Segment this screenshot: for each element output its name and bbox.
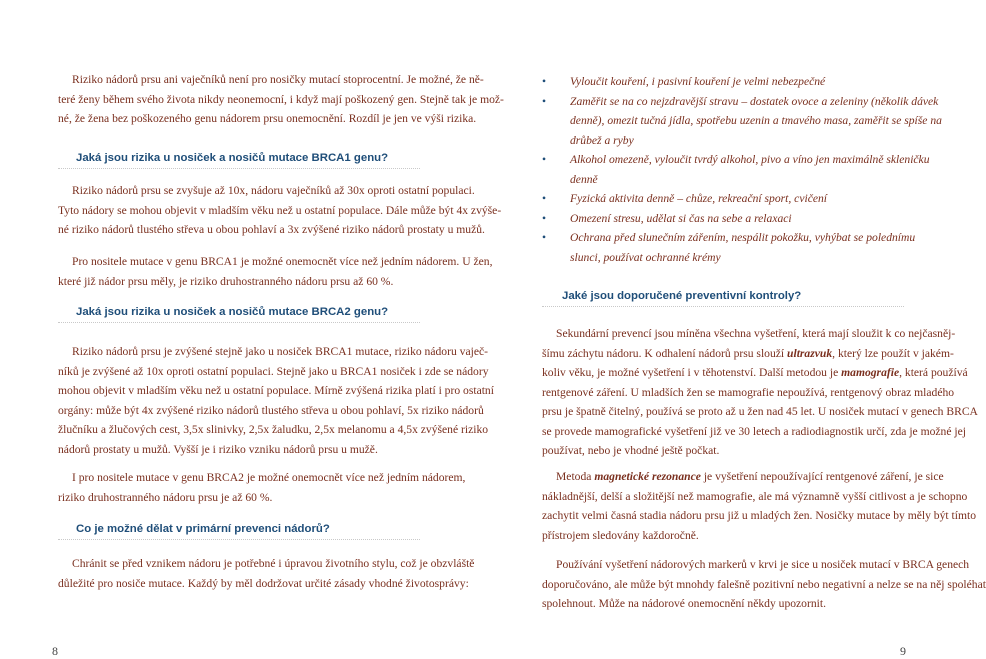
text-line: Ochrana před slunečním zářením, nespálit pokožku, vyhýbat se polednímu (570, 231, 916, 244)
lifestyle-list (542, 72, 942, 267)
text-line: né riziko nádorů tlustého střeva u obou pohlaví a 3x zvýšené riziko nádorů prostaty u mužů. (58, 223, 485, 236)
heading-brca1: Jaká jsou rizika u nosiček a nosičů mutace BRCA1 genu? (76, 152, 389, 164)
bullet-icon: • (542, 75, 547, 88)
text-run: je vyšetření nepoužívající rentgenové záření, je sice (700, 470, 944, 483)
divider (58, 168, 420, 169)
text-line: Riziko nádorů prsu ani vaječníků není pro nosičky mutací stoprocentní. Je možné, že ně- (72, 73, 484, 86)
list-item (542, 209, 922, 229)
text-line: doporučováno, ale může být mnohdy falešně pozitivní nebo negativní a nelze se na něj spoléhat (542, 577, 986, 591)
intro-paragraph (58, 70, 504, 129)
list-item (542, 228, 922, 267)
list-item (542, 92, 942, 151)
brca2-paragraph (58, 342, 494, 459)
text-line: nádorů prostaty u mužů. Vyšší je i riziko vzniku nádorů prsu u mužě. (58, 442, 378, 456)
text-line: Vyloučit kouření, i pasivní kouření je velmi nebezpečné (570, 75, 826, 88)
text-line: Alkohol omezeně, vyloučit tvrdý alkohol, pivo a víno jen maximálně skleničku (570, 153, 930, 166)
text-run: , který lze použít v jakém- (832, 346, 954, 360)
brca2-male-paragraph (58, 468, 466, 507)
text-line: riziko druhostranného nádoru prsu je až 60 %. (58, 490, 273, 504)
screening-paragraph-2 (542, 467, 977, 545)
list-item (542, 72, 922, 92)
divider (542, 306, 904, 307)
text-run: Metoda (556, 470, 595, 483)
text-run: šímu záchytu nádoru. K odhalení nádorů prsu slouží (542, 346, 788, 360)
text-line: níků je zvýšené až 10x oproti ostatní populaci. Stejně jako u BRCA1 nosiček i zde se nádory (58, 364, 489, 378)
text-line: přístrojem sledovány každoročně. (542, 528, 699, 542)
text-line: drůbež a ryby (570, 133, 634, 147)
text-line: které již nádor prsu měly, je riziko druhostranného nádoru prsu až 60 %. (58, 274, 394, 288)
screening-paragraph-1 (542, 324, 978, 461)
text-line: spolehnout. Může na nádorové onemocnění někdy upozornit. (542, 597, 826, 610)
bullet-icon: • (542, 94, 547, 108)
text-line: Riziko nádorů prsu je zvýšené stejně jako u nosiček BRCA1 mutace, riziko nádoru vaječ- (72, 345, 488, 358)
list-item (542, 150, 930, 189)
text-run: koliv věku, je možné vyšetření i v těhotenství. Další metodou je (542, 366, 842, 379)
text-line: Tyto nádory se mohou objevit v mladším věku než u ostatní populace. Dále může být 4x zvýše- (58, 203, 502, 217)
text-line: zachytit velmi časná stadia nádoru prsu již u mladých žen. Nosičky mutace by měly být tímto (542, 509, 977, 522)
text-line: Pro nositele mutace v genu BRCA1 je možné onemocnět více než jedním nádorem. U žen, (72, 255, 493, 268)
text-line: denně (570, 172, 598, 186)
text-line (542, 363, 968, 383)
text-line: rentgenové záření. U mladších žen se mamografie nepoužívá, rentgenový obraz mladého (542, 385, 955, 399)
text-line: denně), omezit tučná jídla, spotřebu uzenin a tmavého masa, zaměřit se spíše na (570, 114, 942, 127)
text-line: používat, nebo je vhodné ještě počkat. (542, 444, 720, 457)
text-line: né, že žena bez poškozeného genu nádorem prsu onemocnění. Rozdíl je jen ve výši rizika. (58, 112, 477, 125)
list-item (542, 189, 922, 209)
text-line: žlučníku a žlučových cest, 3,5x slinivky, 2,5x žaludku, 2,5x melanomu a 4,5x zvýšené riziko (58, 423, 489, 436)
text-run: , která používá (899, 366, 968, 379)
text-line: Používání vyšetření nádorových markerů v krvi je sice u nosiček mutací v BRCA genech (556, 558, 970, 571)
emphasis-magneticka-rezonance: magnetické rezonance (594, 470, 701, 483)
text-line: mohou objevit v mladším věku než u ostatní populace. Mírně zvýšená rizika platí i pro ostatní (58, 384, 494, 397)
text-line: teré ženy během svého života nikdy neonemocní, i když mají poškozený gen. Stejně tak je mož- (58, 92, 504, 106)
text-line: Fyzická aktivita denně – chůze, rekreační sport, cvičení (570, 192, 828, 205)
page-number: 8 (52, 644, 58, 658)
bullet-icon: • (542, 153, 547, 166)
text-line: Riziko nádorů prsu se zvyšuje až 10x, nádoru vaječníků až 30x oproti ostatní populaci. (72, 184, 475, 197)
text-line: Omezení stresu, udělat si čas na sebe a relaxaci (570, 211, 792, 225)
emphasis-mamografie: mamografie (841, 366, 900, 379)
text-line: se provede mamografické vyšetření již ve 30 letech a radiodiagnostik určí, zda je možné jej (542, 424, 966, 438)
heading-brca2: Jaká jsou rizika u nosiček a nosičů mutace BRCA2 genu? (76, 306, 389, 318)
heading-screening: Jaké jsou doporučené preventivní kontroly? (562, 290, 802, 302)
text-line (542, 467, 944, 487)
bullet-icon: • (542, 192, 547, 205)
text-line: Sekundární prevencí jsou míněna všechna vyšetření, která mají sloužit k co nejčasněj- (556, 327, 956, 340)
prevention-paragraph (58, 554, 475, 593)
divider (58, 322, 420, 323)
bullet-icon: • (542, 231, 547, 244)
divider (58, 539, 420, 540)
text-line (542, 344, 954, 364)
text-line: nákladnější, delší a složitější než mamografie, ale má významně vyšší citlivost a je schopno (542, 489, 968, 503)
bullet-icon: • (542, 211, 547, 225)
screening-paragraph-3 (542, 555, 986, 614)
brca1-male-paragraph (58, 252, 493, 291)
right-page (480, 0, 986, 659)
text-line: důležité pro nosiče mutace. Každý by měl dodržovat určité zásady vhodné životosprávy: (58, 576, 469, 590)
page-number: 9 (900, 644, 906, 658)
emphasis-ultrazvuk: ultrazvuk (787, 346, 833, 360)
heading-prevention: Co je možné dělat v primární prevenci nádorů? (76, 523, 330, 535)
text-line: orgány: může být 4x zvýšené riziko nádorů tlustého střeva u obou pohlaví, 5x riziko nádorů (58, 403, 484, 417)
text-line: prsu je špatně čitelný, používá se proto až u žen nad 45 let. U nosiček mutací v genech BRCA (542, 405, 978, 418)
text-line: I pro nositele mutace v genu BRCA2 je možné onemocnět více než jedním nádorem, (72, 471, 466, 484)
text-line: Zaměřit se na co nejzdravější stravu – dostatek ovoce a zeleniny (několik dávek (570, 94, 939, 108)
brca1-paragraph (58, 181, 502, 240)
text-line: Chránit se před vznikem nádoru je potřebné i úpravou životního stylu, což je obzvláště (72, 557, 475, 570)
text-line: slunci, používat ochranné krémy (570, 250, 721, 264)
